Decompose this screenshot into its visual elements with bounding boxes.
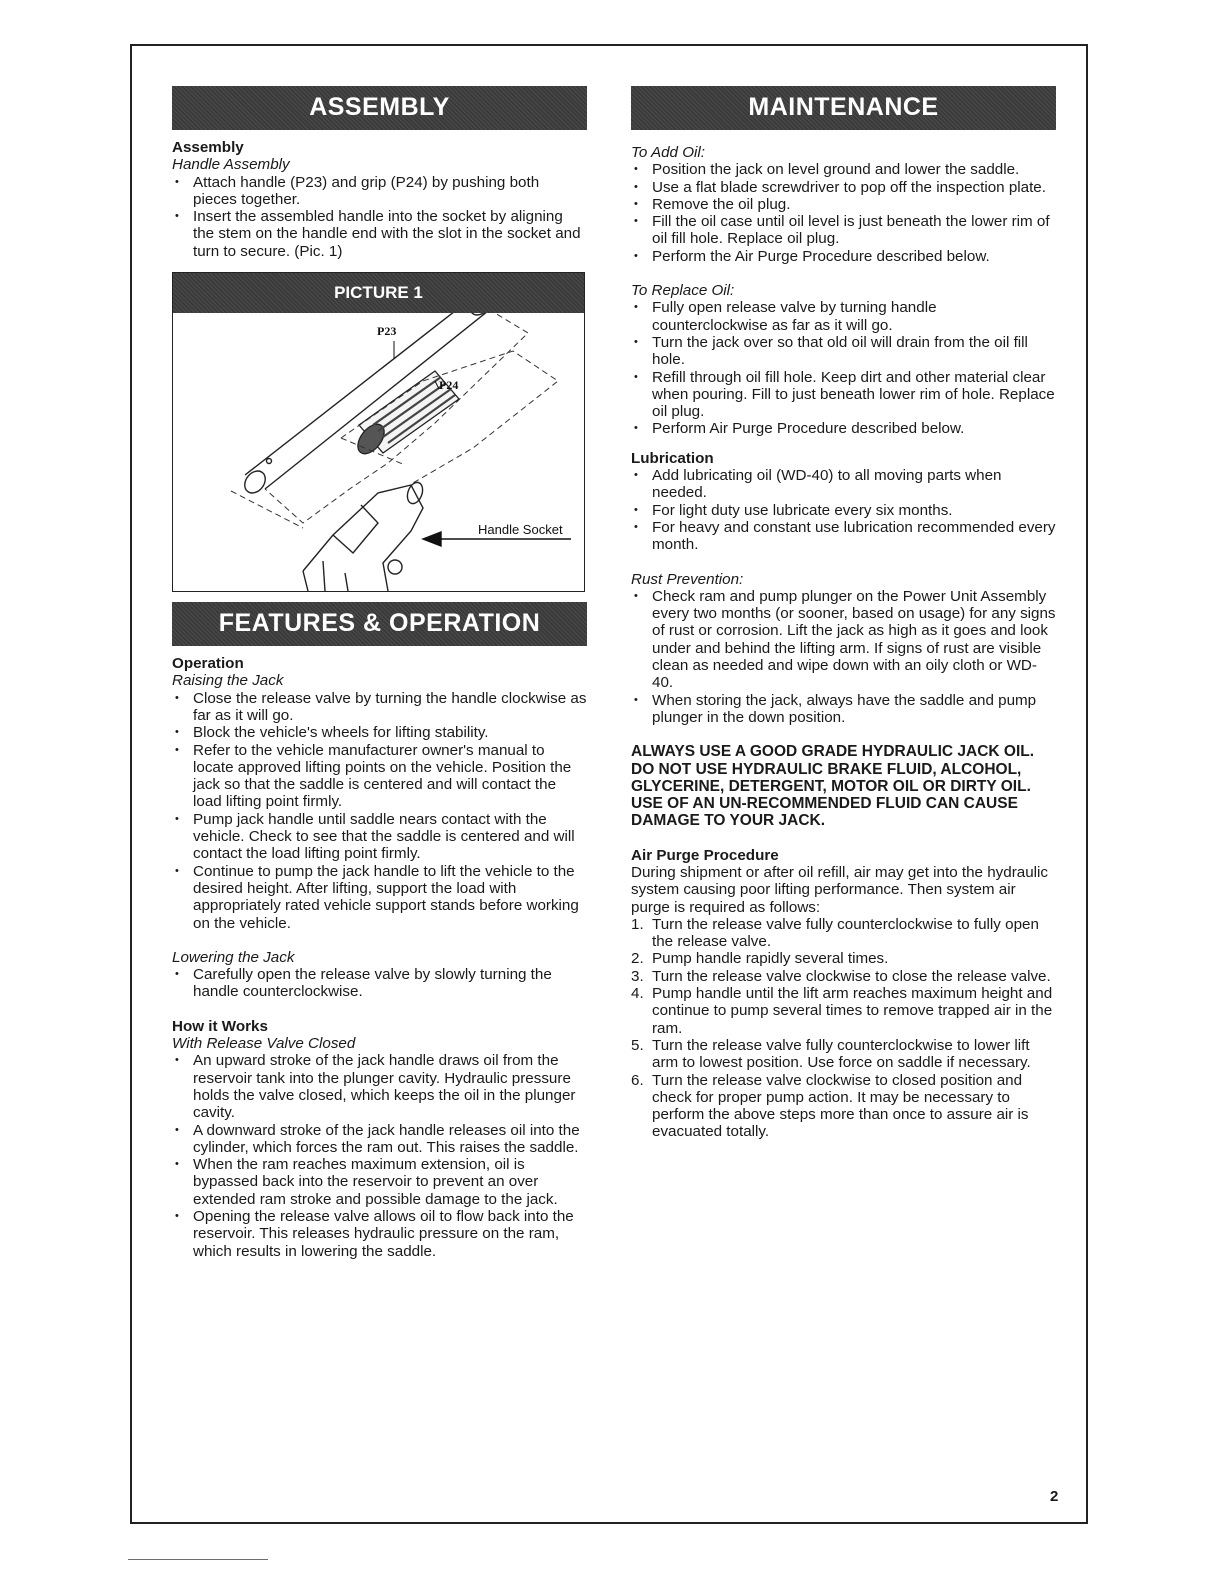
list-item: • An upward stroke of the jack handle draws oil from the reservoir tank into the plunger cavity. Hydraulic pressure holds the valve closed, which keeps the oil in the plunger cavity.: [172, 1052, 587, 1121]
picture-1-title: PICTURE 1: [173, 273, 584, 313]
list-item: • Check ram and pump plunger on the Power Unit Assembly every two months (or sooner, based on usage) for any signs of rust or corrosion. Lift the jack as high as it goes and look under and behind the lifting arm. If signs of rust are visible clean as needed and wipe down with an oily cloth or WD-40.: [631, 588, 1056, 692]
list-item: • Add lubricating oil (WD-40) to all moving parts when needed.: [631, 467, 1056, 502]
release-valve-closed-heading: With Release Valve Closed: [172, 1035, 356, 1053]
list-item: • Fill the oil case until oil level is just beneath the lower rim of oil fill hole. Replace oil plug.: [631, 213, 1056, 248]
list-item: • Opening the release valve allows oil to flow back into the reservoir. This releases hydraulic pressure on the ram, which results in lowering the saddle.: [172, 1208, 587, 1260]
raising-list: [172, 690, 587, 932]
raising-heading: Raising the Jack: [172, 672, 284, 690]
list-item: • Pump jack handle until saddle nears contact with the vehicle. Check to see that the saddle is centered and will contact the load lifting point firmly.: [172, 811, 587, 863]
lowering-list: [172, 966, 587, 1001]
handle-assembly-diagram: [173, 313, 583, 591]
list-item: • Perform Air Purge Procedure described below.: [631, 420, 1056, 437]
list-item: • Insert the assembled handle into the socket by aligning the stem on the handle end with the slot in the socket and turn to secure. (Pic. 1): [172, 208, 587, 260]
list-item: • Block the vehicle's wheels for lifting stability.: [172, 724, 587, 741]
list-item: 5. Turn the release valve fully counterclockwise to lower lift arm to lowest position. Use force on saddle if necessary.: [631, 1036, 1031, 1072]
list-item: • When storing the jack, always have the saddle and pump plunger in the down position.: [631, 692, 1056, 727]
list-item: • Refill through oil fill hole. Keep dirt and other material clear when pouring. Fill to just beneath lower rim of hole. Replace oil plug.: [631, 369, 1056, 421]
p24-label: P24: [439, 378, 459, 393]
rust-prevention-heading: Rust Prevention:: [631, 570, 744, 588]
air-purge-steps: [631, 916, 1056, 1141]
list-item: • Perform the Air Purge Procedure described below.: [631, 248, 1056, 265]
list-item: • A downward stroke of the jack handle releases oil into the cylinder, which forces the ram out. This raises the saddle.: [172, 1122, 587, 1157]
list-item: • Carefully open the release valve by slowly turning the handle counterclockwise.: [172, 966, 587, 1001]
add-oil-list: [631, 161, 1056, 265]
list-item: • For heavy and constant use lubrication recommended every month.: [631, 519, 1056, 554]
list-item: 6. Turn the release valve clockwise to closed position and check for proper pump action. It may be necessary to perform the above steps more than once to assure air is evacuated totally.: [631, 1071, 1029, 1141]
list-item: • Use a flat blade screwdriver to pop off the inspection plate.: [631, 179, 1056, 196]
list-item: • Fully open release valve by turning handle counterclockwise as far as it will go.: [631, 299, 1056, 334]
lubrication-list: [631, 467, 1056, 553]
oil-warning: ALWAYS USE A GOOD GRADE HYDRAULIC JACK OIL. DO NOT USE HYDRAULIC BRAKE FLUID, ALCOHOL, GLYCERINE, DETERGENT, MOTOR OIL OR DIRTY OIL. USE OF AN UN-RECOMMENDED FLUID CAN CAUSE DAMAGE TO YOUR JACK.: [631, 743, 1035, 830]
list-item: • Refer to the vehicle manufacturer owner's manual to locate approved lifting points on the vehicle. Position the jack so that the saddle is centered and will contact the load lifting point firmly.: [172, 742, 587, 811]
list-item: • Remove the oil plug.: [631, 196, 1056, 213]
page-number: 2: [1050, 1488, 1059, 1505]
left-column: [172, 86, 587, 1260]
list-item: 2. Pump handle rapidly several times.: [631, 950, 889, 968]
air-purge-intro: During shipment or after oil refill, air may get into the hydraulic system causing poor lifting performance. Then system air purge is required as follows:: [631, 863, 1048, 916]
assembly-heading: Assembly: [172, 139, 244, 156]
maintenance-banner: MAINTENANCE: [631, 86, 1056, 130]
how-it-works-list: [172, 1052, 587, 1260]
assembly-banner: ASSEMBLY: [172, 86, 587, 130]
lowering-heading: Lowering the Jack: [172, 948, 295, 966]
list-item: 3. Turn the release valve clockwise to close the release valve.: [631, 967, 1051, 985]
right-column: [631, 86, 1056, 1141]
footer-rule: [128, 1559, 268, 1560]
p23-label: P23: [377, 324, 397, 339]
list-item: • Close the release valve by turning the handle clockwise as far as it will go.: [172, 690, 587, 725]
replace-oil-list: [631, 299, 1056, 437]
air-purge-heading: Air Purge Procedure: [631, 846, 779, 864]
replace-oil-heading: To Replace Oil:: [631, 282, 735, 300]
features-operation-banner: FEATURES & OPERATION: [172, 602, 587, 646]
handle-socket-label: Handle Socket: [478, 522, 563, 538]
rust-prevention-list: [631, 588, 1056, 726]
list-item: 4. Pump handle until the lift arm reaches maximum height and continue to pump several times to remove trapped air in the ram.: [631, 985, 1053, 1037]
add-oil-heading: To Add Oil:: [631, 144, 706, 161]
how-it-works-heading: How it Works: [172, 1017, 268, 1035]
handle-assembly-subheading: Handle Assembly: [172, 156, 290, 174]
list-item: • Continue to pump the jack handle to lift the vehicle to the desired height. After lifting, support the load with appropriately rated vehicle support stands before working on the vehicle.: [172, 863, 587, 932]
assembly-list: [172, 174, 587, 260]
list-item: • Turn the jack over so that old oil will drain from the oil fill hole.: [631, 334, 1056, 369]
list-item: 1. Turn the release valve fully counterclockwise to fully open the release valve.: [631, 915, 1039, 951]
list-item: • Attach handle (P23) and grip (P24) by pushing both pieces together.: [172, 174, 587, 209]
picture-1: [172, 272, 585, 592]
list-item: • For light duty use lubricate every six months.: [631, 502, 1056, 519]
lubrication-heading: Lubrication: [631, 449, 714, 467]
handle-p23-drawing: [241, 313, 495, 497]
operation-heading: Operation: [172, 655, 244, 673]
list-item: • Position the jack on level ground and lower the saddle.: [631, 161, 1056, 178]
list-item: • When the ram reaches maximum extension, oil is bypassed back into the reservoir to prevent an over extended ram stroke and possible damage to the jack.: [172, 1156, 587, 1208]
handle-socket-drawing: [303, 480, 425, 591]
